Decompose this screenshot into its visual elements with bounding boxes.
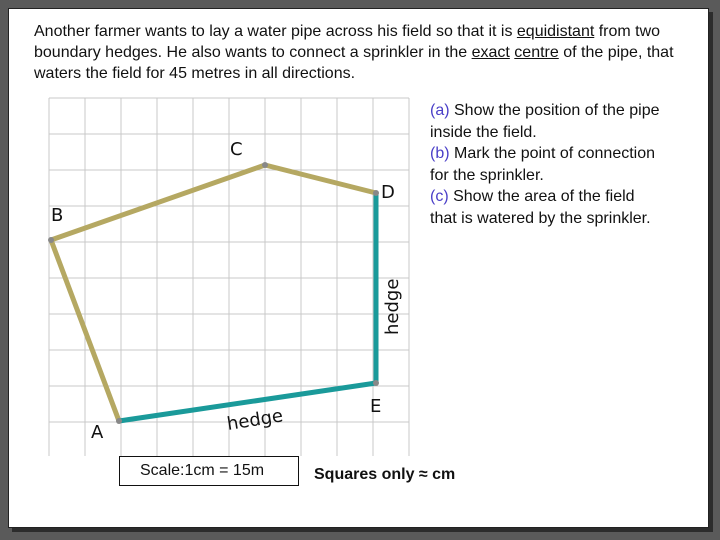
hedge-label-vertical: hedge: [382, 278, 403, 335]
vertex-c-dot: [262, 162, 268, 168]
task-list: [430, 100, 660, 230]
boundary-edge-ab-bc-cd: [51, 165, 376, 421]
vertex-d-dot: [373, 190, 379, 196]
problem-statement: Another farmer wants to lay a water pipe across his field so that it is equidistant from two boundary hedges. He also wants to connect a sprinkler in the exact centre of the pipe, that waters the field for 45 metres in all directions.: [34, 23, 674, 82]
scale-box: Scale:1cm = 15m: [119, 456, 299, 486]
task-c-tag: (c): [430, 188, 449, 206]
label-a: A: [91, 422, 104, 443]
squares-note: Squares only ≈ cm: [314, 466, 456, 483]
label-c: C: [230, 139, 243, 160]
label-b: B: [51, 205, 64, 226]
label-e: E: [370, 396, 382, 417]
task-b-text: Mark the point of connection for the sprinkler.: [430, 145, 656, 184]
task-c-text: Show the area of the field that is watered by the sprinkler.: [430, 188, 651, 227]
task-a-text: Show the position of the pipe inside the field.: [430, 102, 660, 141]
vertex-a-dot: [116, 418, 122, 424]
vertex-b-dot: [48, 237, 54, 243]
task-b-tag: (b): [430, 145, 450, 163]
hedge-label-bottom: hedge: [225, 405, 285, 435]
vertex-e-dot: [373, 380, 379, 386]
task-a-tag: (a): [430, 102, 450, 119]
label-d: D: [381, 182, 395, 203]
